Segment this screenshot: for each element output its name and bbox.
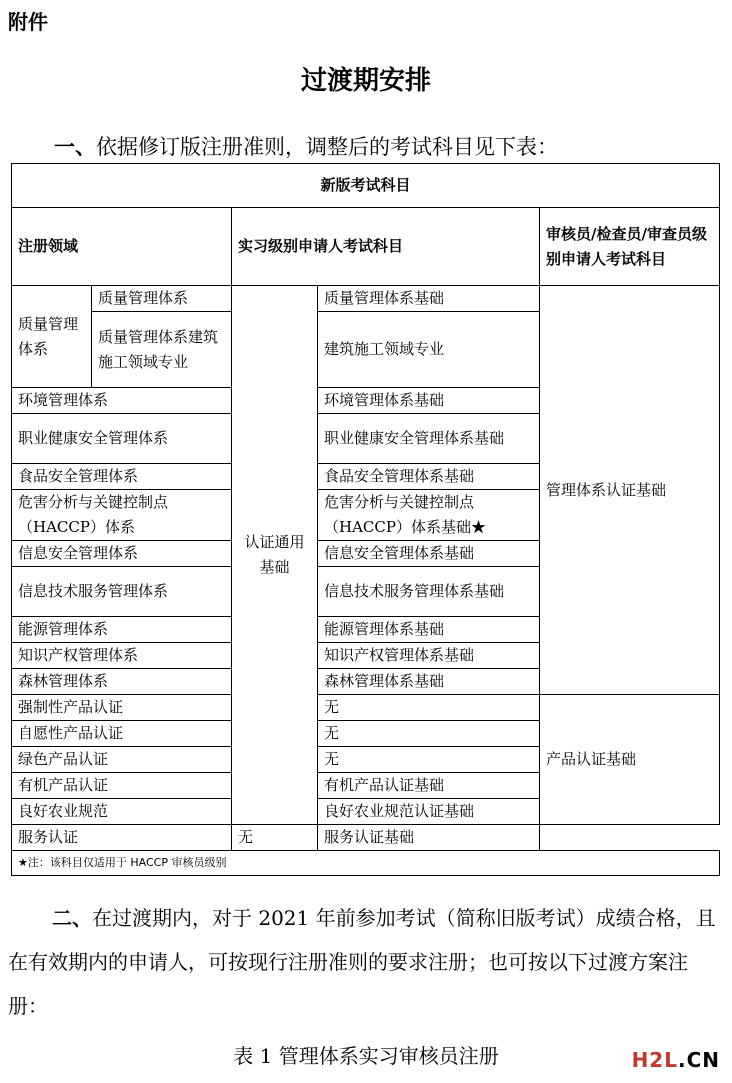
subject-cell: 质量管理体系基础 [318, 286, 540, 312]
watermark-sep: . [677, 1048, 687, 1072]
subject-cell: 良好农业规范认证基础 [318, 799, 540, 825]
header-domain: 注册领域 [12, 208, 232, 286]
subject-cell: 危害分析与关键控制点（HACCP）体系基础★ [318, 490, 540, 541]
general-basis-cell: 认证通用基础 [232, 286, 318, 825]
product-auditor-cell: 产品认证基础 [540, 695, 720, 825]
domain-cell: 有机产品认证 [12, 773, 232, 799]
subject-cell: 信息技术服务管理体系基础 [318, 567, 540, 617]
subject-cell: 无 [318, 695, 540, 721]
subject-cell: 无 [318, 747, 540, 773]
watermark-logo [632, 1048, 720, 1072]
section2-lead: 二、 [52, 906, 92, 930]
section1-lead: 一、 [54, 135, 96, 159]
section1-heading [54, 131, 558, 161]
subject-cell: 信息安全管理体系基础 [318, 541, 540, 567]
domain-cell: 良好农业规范 [12, 799, 232, 825]
attachment-label: 附件 [8, 10, 48, 34]
doc-title: 过渡期安排 [300, 66, 431, 96]
domain-cell: 环境管理体系 [12, 388, 232, 414]
exam-subjects-table [11, 163, 720, 876]
table-note: ★注：该科目仅适用于 HACCP 审核员级别 [12, 851, 720, 876]
domain-cell: 能源管理体系 [12, 617, 232, 643]
qms-group-cell: 质量管理体系 [12, 286, 92, 388]
mgmt-auditor-cell: 管理体系认证基础 [540, 286, 720, 695]
domain-cell: 森林管理体系 [12, 669, 232, 695]
domain-cell: 职业健康安全管理体系 [12, 414, 232, 464]
domain-cell: 质量管理体系建筑施工领域专业 [92, 312, 232, 388]
watermark-tld: CN [686, 1048, 720, 1072]
table-caption: 新版考试科目 [12, 164, 720, 208]
subject-cell: 无 [318, 721, 540, 747]
domain-cell: 信息安全管理体系 [12, 541, 232, 567]
section2-text: 在过渡期内，对于 2021 年前参加考试（简称旧版考试）成绩合格，且在有效期内的申请人，可按现行注册准则的要求注册；也可按以下过渡方案注册： [8, 906, 716, 1018]
subject-cell: 食品安全管理体系基础 [318, 464, 540, 490]
section1-text: 依据修订版注册准则，调整后的考试科目见下表： [96, 135, 558, 159]
subject-cell: 能源管理体系基础 [318, 617, 540, 643]
subject-cell: 森林管理体系基础 [318, 669, 540, 695]
domain-cell: 强制性产品认证 [12, 695, 232, 721]
domain-cell: 危害分析与关键控制点（HACCP）体系 [12, 490, 232, 541]
domain-cell: 服务认证 [12, 825, 232, 851]
watermark-brand: H2L [631, 1048, 678, 1072]
service-auditor-cell: 服务认证基础 [318, 825, 540, 851]
subject-cell: 有机产品认证基础 [318, 773, 540, 799]
domain-cell: 知识产权管理体系 [12, 643, 232, 669]
header-auditor: 审核员/检查员/审查员级别申请人考试科目 [540, 208, 720, 286]
section2-paragraph [8, 896, 724, 1028]
subject-cell: 无 [232, 825, 318, 851]
domain-cell: 信息技术服务管理体系 [12, 567, 232, 617]
subject-cell: 知识产权管理体系基础 [318, 643, 540, 669]
domain-cell: 绿色产品认证 [12, 747, 232, 773]
domain-cell: 质量管理体系 [92, 286, 232, 312]
domain-cell: 食品安全管理体系 [12, 464, 232, 490]
subject-cell: 建筑施工领域专业 [318, 312, 540, 388]
subject-cell: 职业健康安全管理体系基础 [318, 414, 540, 464]
subject-cell: 环境管理体系基础 [318, 388, 540, 414]
header-trainee: 实习级别申请人考试科目 [232, 208, 540, 286]
table1-caption: 表 1 管理体系实习审核员注册 [233, 1044, 499, 1068]
domain-cell: 自愿性产品认证 [12, 721, 232, 747]
